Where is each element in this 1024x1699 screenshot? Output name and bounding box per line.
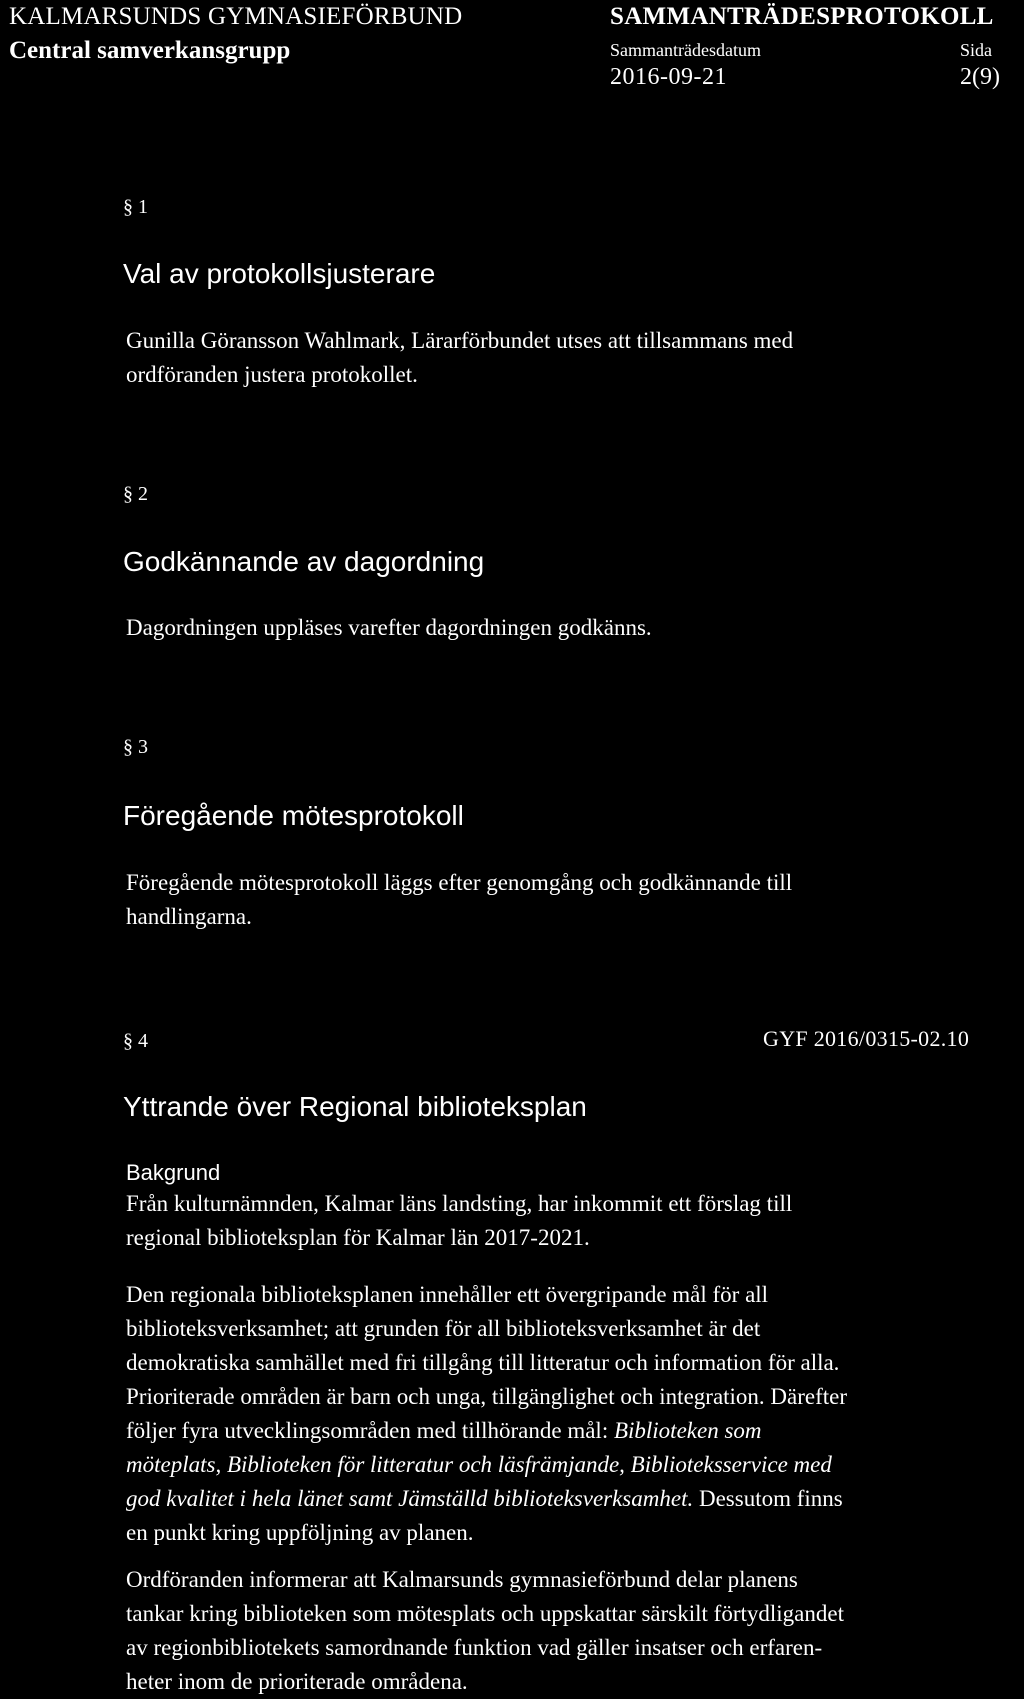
page-label: Sida (960, 40, 993, 60)
section-4-background (126, 1187, 986, 1255)
italic-text: möteplats, Biblioteken för litteratur och läsfrämjande, Biblioteksservice med (126, 1452, 832, 1477)
body-line (126, 1448, 986, 1482)
body-line: heter inom de prioriterade områdena. (126, 1669, 468, 1694)
body-text: Dessutom finns (693, 1486, 843, 1511)
body-line: Dagordningen uppläses varefter dagordningen godkänns. (126, 615, 652, 640)
meeting-date-value: 2016-09-21 (610, 64, 727, 90)
section-1-title: Val av protokollsjusterare (123, 258, 436, 289)
section-4-number: § 4 (123, 1030, 148, 1052)
section-3-number: § 3 (123, 736, 148, 758)
section-3-title: Föregående mötesprotokoll (123, 800, 464, 831)
body-line: tankar kring biblioteken som mötesplats och uppskattar särskilt förtydligandet (126, 1601, 844, 1626)
document-type: SAMMANTRÄDESPROTOKOLL (610, 3, 994, 30)
body-line (126, 1414, 986, 1448)
meeting-date-label: Sammanträdesdatum (610, 40, 761, 60)
organization-subunit: Central samverkansgrupp (9, 37, 291, 64)
organization-name: KALMARSUNDS GYMNASIEFÖRBUND (9, 3, 463, 30)
body-line: biblioteksverksamhet; att grunden för all biblioteksverksamhet är det (126, 1316, 761, 1341)
body-line: regional biblioteksplan för Kalmar län 2017-2021. (126, 1225, 590, 1250)
case-reference-number: GYF 2016/0315-02.10 (763, 1026, 970, 1051)
body-line: en punkt kring uppföljning av planen. (126, 1520, 474, 1545)
section-4-subheading: Bakgrund (126, 1160, 221, 1185)
body-line: demokratiska samhället med fri tillgång till litteratur och information för alla. (126, 1350, 840, 1375)
section-2-number: § 2 (123, 483, 148, 505)
body-line: Ordföranden informerar att Kalmarsunds gymnasieförbund delar planens (126, 1567, 798, 1592)
italic-text: god kvalitet i hela länet samt Jämställd biblioteksverksamhet. (126, 1486, 694, 1511)
section-2-body (126, 611, 986, 645)
body-line: Från kulturnämnden, Kalmar läns landsting, har inkommit ett förslag till (126, 1191, 793, 1216)
body-line: Gunilla Göransson Wahlmark, Lärarförbundet utses att tillsammans med (126, 328, 794, 353)
body-line: Den regionala biblioteksplanen innehåller ett övergripande mål för all (126, 1282, 769, 1307)
body-line: Föregående mötesprotokoll läggs efter genomgång och godkännande till (126, 870, 793, 895)
section-1-body (126, 324, 986, 392)
body-text: följer fyra utvecklingsområden med tillhörande mål: (126, 1418, 614, 1443)
section-2-title: Godkännande av dagordning (123, 546, 485, 577)
italic-text: Biblioteken som (613, 1418, 762, 1443)
body-line: handlingarna. (126, 904, 252, 929)
section-4-title: Yttrande över Regional biblioteksplan (123, 1091, 587, 1122)
section-4-paragraph-goals (126, 1278, 986, 1550)
section-3-body (126, 866, 986, 934)
body-line: ordföranden justera protokollet. (126, 362, 418, 387)
page-number: 2(9) (960, 64, 1000, 90)
section-4-paragraph-chair (126, 1563, 986, 1699)
body-line: Prioriterade områden är barn och unga, tillgänglighet och integration. Därefter (126, 1384, 848, 1409)
body-line: av regionbibliotekets samordnande funktion vad gäller insatser och erfaren- (126, 1635, 823, 1660)
section-1-number: § 1 (123, 196, 148, 218)
body-line (126, 1482, 986, 1516)
